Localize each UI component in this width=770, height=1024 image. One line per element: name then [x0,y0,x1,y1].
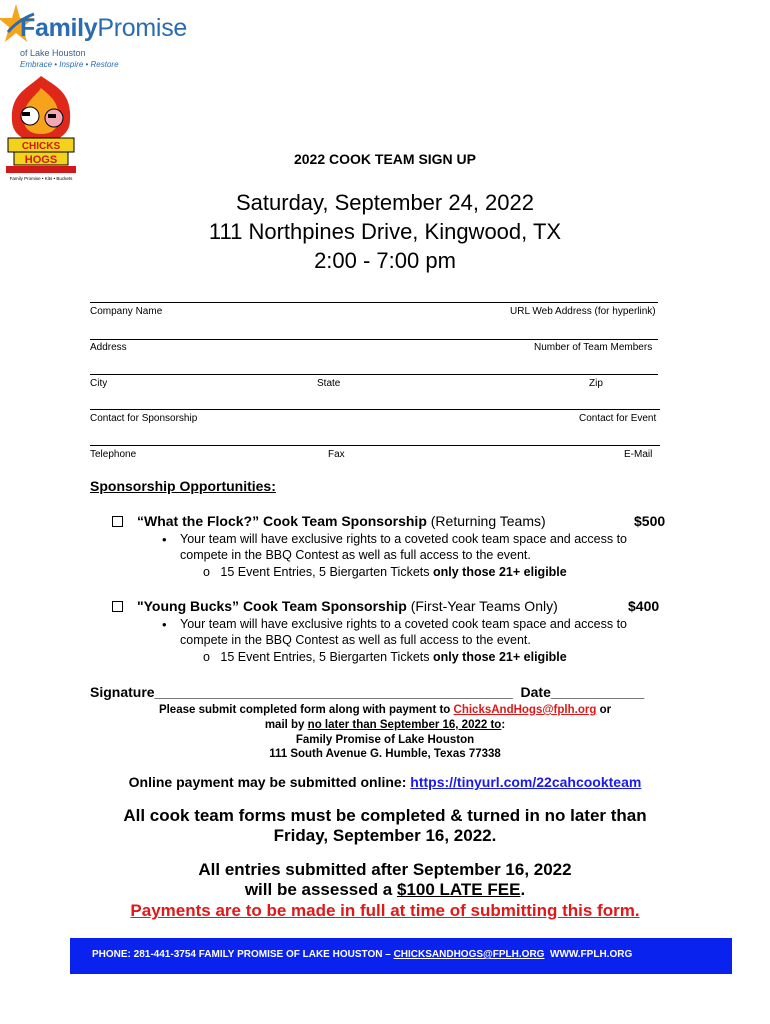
checkbox-option-2[interactable] [112,601,123,612]
city-state-zip-line[interactable] [90,374,658,375]
submit-line-1: Please submit completed form along with payment to ChicksAndHogs@fplh.org or [158,704,612,716]
circle-bullet-icon: o [203,565,210,579]
submit-email-link[interactable]: ChicksAndHogs@fplh.org [453,704,597,716]
signature-row[interactable]: Signature______________________________________________ Date____________ [90,684,645,700]
team-members-label: Number of Team Members [534,342,653,353]
option-2-perk: o 15 Event Entries, 5 Biergarten Tickets only those 21+ eligible [203,650,567,664]
bullet-icon: • [162,617,167,632]
address-label: Address [90,342,127,353]
online-payment-link[interactable]: https://tinyurl.com/22cahcookteam [410,774,642,790]
sponsorship-option-2: "Young Bucks” Cook Team Sponsorship (First-Year Teams Only) [112,598,558,614]
family-promise-logo [0,0,200,72]
footer-site-link[interactable]: WWW.FPLH.ORG [550,949,633,960]
option-2-desc-line1: Your team will have exclusive rights to a coveted cook team space and access to [180,617,627,631]
checkbox-option-1[interactable] [112,516,123,527]
bullet-icon: • [162,532,167,547]
address-line[interactable] [90,339,658,340]
city-label: City [90,378,108,389]
brand-tagline: Embrace • Inspire • Restore [20,60,119,69]
zip-label: Zip [589,378,603,389]
svg-text:CHICKS: CHICKS [21,141,61,152]
payment-note: Payments are to be made in full at time of submitting this form. [130,901,640,920]
svg-text:HOGS: HOGS [24,154,58,166]
phone-fax-email-line[interactable] [90,445,660,446]
event-time: 2:00 - 7:00 pm [314,248,456,273]
contact-event-label: Contact for Event [579,413,657,424]
contact-sponsorship-label: Contact for Sponsorship [90,413,198,424]
circle-bullet-icon: o [203,650,210,664]
brand-name: FamilyPromise [20,14,187,42]
submit-street: 111 South Avenue G. Humble, Texas 77338 [269,748,501,760]
contact-line[interactable] [90,409,660,410]
option-1-desc-line1: Your team will have exclusive rights to a coveted cook team space and access to [180,532,627,546]
company-name-label: Company Name [90,306,163,317]
fax-label: Fax [328,449,345,460]
online-payment: Online payment may be submitted online: https://tinyurl.com/22cahcookteam [128,774,642,790]
submit-line-2: mail by no later than September 16, 2022 to: [264,719,506,731]
option-2-desc-line2: compete in the BBQ Contest as well as full access to the event. [180,633,531,647]
deadline-line-1: All cook team forms must be completed & turned in no later than [123,806,647,825]
company-url-line[interactable] [90,302,658,303]
state-label: State [317,378,341,389]
late-line-2: will be assessed a $100 LATE FEE. [244,880,526,899]
url-label: URL Web Address (for hyperlink) [510,306,656,317]
sponsorship-option-1: “What the Flock?” Cook Team Sponsorship (Returning Teams) [112,513,546,529]
option-2-price: $400 [628,598,660,614]
footer-bar: PHONE: 281-441-3754 FAMILY PROMISE OF LAKE HOUSTON – CHICKSANDHOGS@FPLH.ORG WWW.FPLH.ORG [70,938,732,974]
deadline-line-2: Friday, September 16, 2022. [273,826,497,845]
email-label: E-Mail [624,449,653,460]
submit-org: Family Promise of Lake Houston [295,734,475,746]
telephone-label: Telephone [90,449,137,460]
option-1-desc-line2: compete in the BBQ Contest as well as full access to the event. [180,548,531,562]
brand-subline: of Lake Houston [20,48,86,58]
late-line-1: All entries submitted after September 16, 2022 [198,860,572,879]
event-date: Saturday, September 24, 2022 [235,190,534,215]
option-1-perk: o 15 Event Entries, 5 Biergarten Tickets only those 21+ eligible [203,565,567,579]
option-1-price: $500 [634,513,666,529]
svg-text:Family Promise • Kits • Bucket: Family Promise • Kits • Buckets [9,176,73,181]
page-title: 2022 COOK TEAM SIGN UP [293,151,477,167]
footer-email-link[interactable]: CHICKSANDHOGS@FPLH.ORG [393,949,545,960]
event-address: 111 Northpines Drive, Kingwood, TX [208,219,562,244]
sponsorship-title: Sponsorship Opportunities: [90,478,276,494]
